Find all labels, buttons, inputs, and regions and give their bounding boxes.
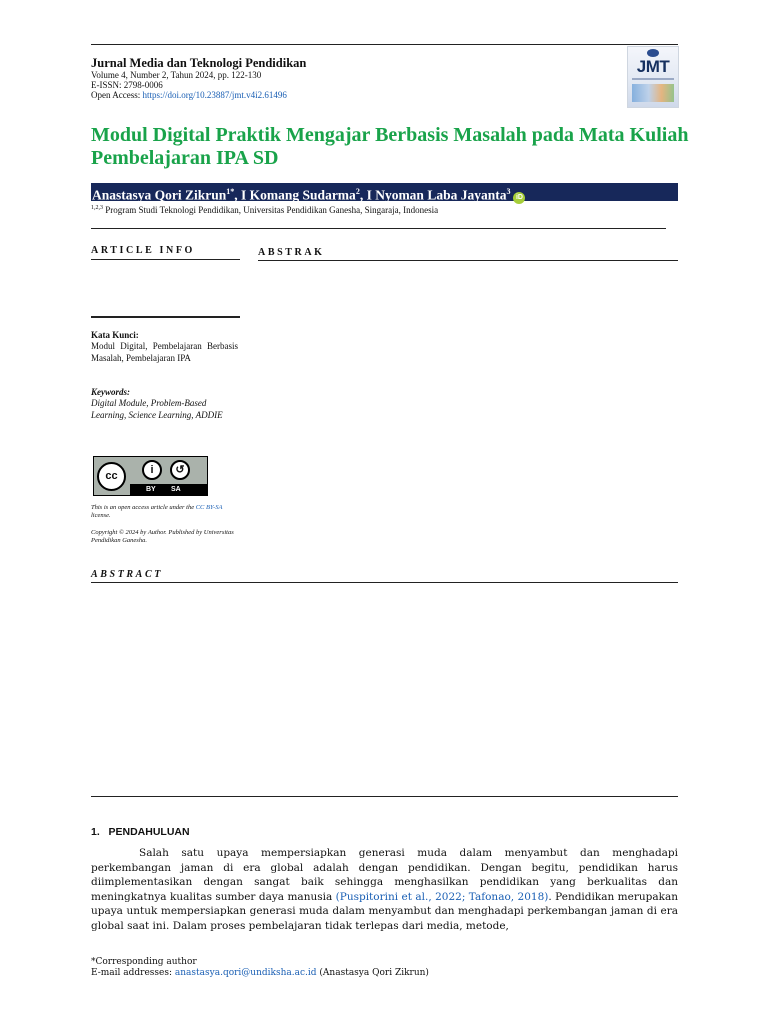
section-heading-pendahuluan: 1. PENDAHULUAN <box>91 826 190 838</box>
journal-volume: Volume 4, Number 2, Tahun 2024, pp. 122-130 <box>91 70 262 80</box>
creative-commons-icon: cc <box>97 462 126 491</box>
affiliation-marks: 1,2,3 <box>91 205 103 211</box>
cover-subtitle-bar <box>632 78 674 80</box>
license-strip <box>130 484 207 495</box>
header-top-rule <box>91 44 678 45</box>
abstrak-rule <box>258 260 678 261</box>
journal-eissn: E-ISSN: 2798-0006 <box>91 80 163 90</box>
author-mark: 2 <box>355 187 360 196</box>
keywords-label: Keywords: <box>91 387 130 397</box>
author-name: I Nyoman Laba Jayanta <box>366 187 507 203</box>
journal-cover-image <box>627 46 679 108</box>
article-info-rule <box>91 259 240 260</box>
journal-name: Jurnal Media dan Teknologi Pendidikan <box>91 56 307 70</box>
journal-open-access <box>91 90 287 100</box>
affiliation-text: Program Studi Teknologi Pendidikan, Universitas Pendidikan Ganesha, Singaraja, Indonesia <box>105 205 439 215</box>
abstract-rule <box>91 582 678 583</box>
open-access-label: Open Access: <box>91 90 143 100</box>
abstract-heading: ABSTRACT <box>91 569 163 580</box>
license-suffix: license. <box>91 512 111 519</box>
university-emblem-icon <box>647 49 659 57</box>
doi-link[interactable]: https://doi.org/10.23887/jmt.v4i2.61496 <box>142 90 287 100</box>
paragraph-text: Salah satu upaya mempersiapkan generasi muda dalam menyambut dan menghadapi perkembangan jaman di era global adalah dengan pendidikan. Dengan begitu, pendidikan harus diimplementasikan dengan sangat baik sehingga menghasilkan pendidikan yang berkualitas dan meningkatnya kualitas sumber daya manusia <box>91 847 678 903</box>
author-name: Anastasya Qori Zikrun <box>92 187 227 203</box>
email-line <box>91 968 429 978</box>
by-label: BY <box>146 486 156 493</box>
keywords-text: Digital Module, Problem-Based Learning, Science Learning, ADDIE <box>91 398 223 420</box>
article-info-bottom-rule <box>91 316 240 318</box>
attribution-person-icon: i <box>142 460 162 480</box>
cc-by-sa-badge[interactable] <box>93 456 208 496</box>
paper-title: Modul Digital Praktik Mengajar Berbasis Masalah pada Mata Kuliah Pembelajaran IPA SD <box>91 124 689 169</box>
license-prefix: This is an open access article under the <box>91 504 196 511</box>
author-separator: , <box>359 187 367 203</box>
share-alike-icon: ↺ <box>170 460 190 480</box>
email-label: E-mail addresses: <box>91 968 175 978</box>
orcid-icon[interactable]: iD <box>513 192 525 204</box>
author-separator: , <box>234 187 242 203</box>
journal-cover-logo: JMT <box>636 57 670 76</box>
kata-kunci-text: Modul Digital, Pembelajaran Berbasis Masalah, Pembelajaran IPA <box>91 341 238 363</box>
email-owner: (Anastasya Qori Zikrun) <box>316 968 429 978</box>
introduction-paragraph <box>91 846 678 933</box>
affiliation <box>91 205 438 215</box>
cover-artwork <box>632 84 674 102</box>
kata-kunci-label: Kata Kunci: <box>91 330 139 340</box>
sa-label: SA <box>171 486 181 493</box>
article-info-heading: ARTICLE INFO <box>91 245 195 256</box>
paragraph-text: . Pendidikan merupakan upaya untuk mempersiapkan generasi muda dalam menyambut dan menghadapi perkembangan jaman di era global saat ini. Dalam proses pembelajaran tidak terlepas dari media, metode, <box>91 890 678 932</box>
copyright-note: Copyright © 2024 by Author. Published by Universitas Pendidikan Ganesha. <box>91 529 234 544</box>
author-mark: 3 <box>506 187 511 196</box>
author-bar <box>91 183 678 201</box>
email-link[interactable]: anastasya.qori@undiksha.ac.id <box>174 968 317 978</box>
abstrak-heading: ABSTRAK <box>258 247 325 258</box>
citation-link[interactable]: (Puspitorini et al., 2022; Tafonao, 2018) <box>335 890 549 903</box>
abstract-bottom-rule <box>91 796 678 797</box>
license-note <box>91 504 241 520</box>
corresponding-author-note: *Corresponding author <box>91 957 197 967</box>
author-name: I Komang Sudarma <box>241 187 356 203</box>
affiliation-rule <box>91 228 666 229</box>
author-mark: 1* <box>226 187 235 196</box>
license-link[interactable]: CC BY-SA <box>195 504 223 511</box>
